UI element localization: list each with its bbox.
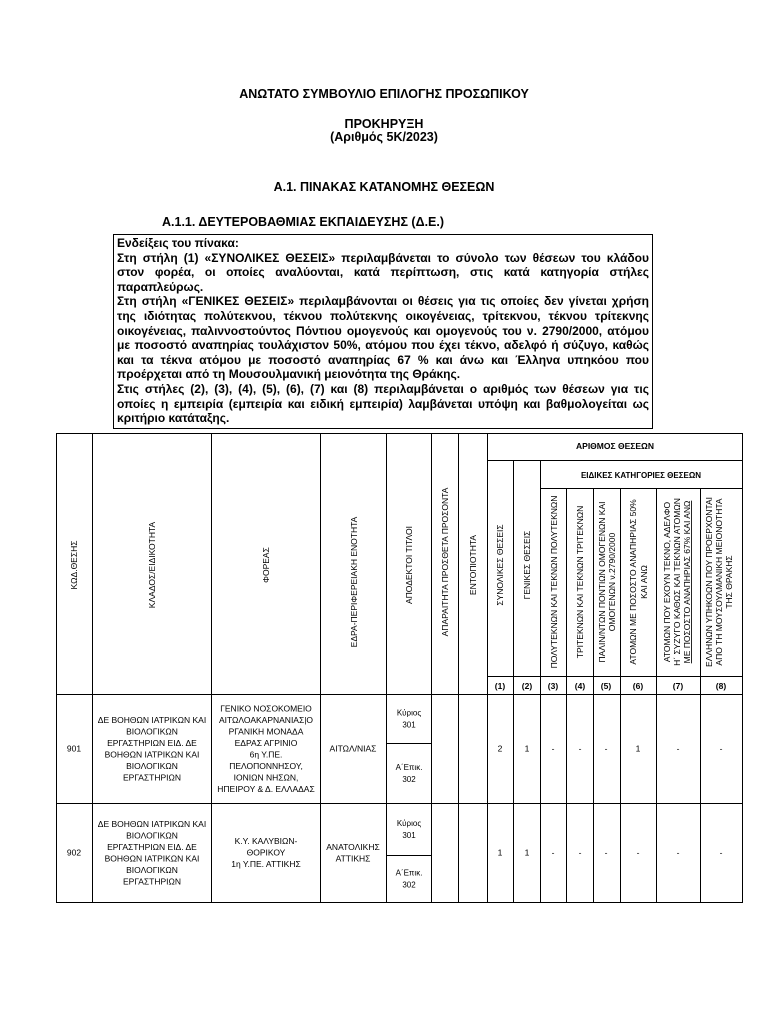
section-a1-title: Α.1. ΠΙΝΑΚΑΣ ΚΑΤΑΝΟΜΗΣ ΘΕΣΕΩΝ [273,180,495,194]
col-header-required: ΑΠΑΡΑΙΤΗΤΑ ΠΡΟΣΘΕΤΑ ΠΡΟΣΟΝΤΑ [440,487,450,637]
column-numbers [495,681,727,691]
row-branch-specialty: ΕΡΓΑΣΤΗΡΙΩΝ [122,876,182,887]
row-count-cell: - [551,743,555,754]
row-title-secondary: 302 [402,775,416,784]
row-title-secondary: 302 [402,880,416,890]
row-branch-specialty: ΒΙΟΛΟΓΙΚΩΝ [126,864,178,875]
row-branch-specialty: ΕΡΓΑΣΤΗΡΙΩΝ ΕΙΔ. ΔΕ [107,737,197,748]
notes-title: Ενδείξεις του πίνακα: [117,236,239,250]
row-title-main: Κύριος [396,819,422,828]
col-header-8-line3: ΤΗΣ ΘΡΑΚΗΣ [724,555,734,609]
row-branch-specialty: ΒΙΟΛΟΓΙΚΩΝ [126,760,178,771]
row-title-main: Κύριος [396,708,422,718]
col-header-general: ΓΕΝΙΚΕΣ ΘΕΣΕΙΣ [522,530,532,600]
row-count-cell: - [676,743,680,754]
row-agency: Κ.Υ. ΚΑΛΥΒΙΩΝ- [234,836,298,846]
column-number: (2) [521,681,533,691]
col-header-total: ΣΥΝΟΛΙΚΕΣ ΘΕΣΕΙΣ [495,524,505,606]
row-seat-region: ΑΙΤΩΛ/ΝΙΑΣ [329,743,377,754]
col-header-agency: ΦΟΡΕΑΣ [261,547,271,583]
document-number: (Αριθμός 5Κ/2023) [330,130,438,144]
row-count-cell: 1 [524,847,530,858]
notes-paragraph-3: Στις στήλες (2), (3), (4), (5), (6), (7) και (8) περιλαμβάνεται ο αριθμός των θέσεων για τις οποίες η εμπειρία (εμπειρία και ειδική εμπειρία) λαμβάνεται υπόψη και βαθμολογείται ως κριτήριο κατάταξης. [117,381,649,426]
row-branch-specialty: ΔΕ ΒΟΗΘΩΝ ΙΑΤΡΙΚΩΝ ΚΑΙ [97,714,207,725]
col-header-5-line2: ΟΜΟΓΕΝΩΝ ν.2790/2000 [607,532,617,632]
row-agency: ΑΙΤΩΛΟΑΚΑΡΝΑΝΙΑΣ|Ο [218,714,314,725]
document-title: ΠΡΟΚΗΡΥΞΗ [344,117,424,131]
row-count-cell: - [578,847,582,858]
col-header-8-line1: ΕΛΛΗΝΩΝ ΥΠΗΚΟΩΝ ΠΟΥ ΠΡΟΕΡΧΟΝΤΑΙ [704,497,714,667]
col-header-3: ΠΟΛΥΤΕΚΝΩΝ ΚΑΙ ΤΕΚΝΩΝ ΠΟΛΥΤΕΚΝΩΝ [549,495,559,669]
row-count-cell: - [636,847,640,858]
row-count-cell: - [719,847,723,858]
row-title-secondary: Α΄Επικ. [395,763,423,772]
col-header-7-line3: ΜΕ ΠΟΣΟΣΤΟ ΑΝΑΠΗΡΙΑΣ 67% ΚΑΙ ΑΝΩ [682,500,692,664]
col-header-branch: ΚΛΑΔΟΣ/ΕΙΔΙΚΟΤΗΤΑ [147,521,157,609]
row-branch-specialty: ΒΙΟΛΟΓΙΚΩΝ [126,726,178,737]
row-seat-region: ΑΤΤΙΚΗΣ [335,853,371,864]
row-position-code: 902 [66,847,82,858]
column-number: (6) [632,681,644,691]
col-header-7-line2: Η΄ ΣΥΖΥΓΟ ΚΑΘΩΣ ΚΑΙ ΤΕΚΝΩΝ ΑΤΟΜΩΝ [672,498,682,666]
row-count-cell: 1 [635,743,641,754]
column-number: (8) [715,681,727,691]
col-header-locality: ΕΝΤΟΠΙΟΤΗΤΑ [468,534,478,596]
col-header-titles: ΑΠΟΔΕΚΤΟΙ ΤΙΤΛΟΙ [404,525,414,605]
row-position-code: 901 [66,743,82,754]
row-agency: ΓΕΝΙΚΟ ΝΟΣΟΚΟΜΕΙΟ [220,703,312,714]
col-header-seat: ΕΔΡΑ-ΠΕΡΙΦΕΡΕΙΑΚΗ ΕΝΟΤΗΤΑ [349,516,359,648]
row-count-cell: 2 [497,743,503,754]
row-seat-region: ΑΝΑΤΟΛΙΚΗΣ [326,841,380,852]
row-branch-specialty: ΒΟΗΘΩΝ ΙΑΤΡΙΚΩΝ ΚΑΙ [104,749,200,760]
group-header: ΑΡΙΘΜΟΣ ΘΕΣΕΩΝ [576,441,654,451]
col-header-5-line1: ΠΑΛΙΝ/ΝΤΩΝ ΠΟΝΤΙΩΝ ΟΜΟΓΕΝΩΝ ΚΑΙ [597,501,607,663]
row-agency: ΡΓΑΝΙΚΗ ΜΟΝΑΔΑ [228,726,304,737]
col-header-6-line1: ΑΤΟΜΩΝ ΜΕ ΠΟΣΟΣΤΟ ΑΝΑΠΗΡΙΑΣ 50% [628,499,638,665]
row-count-cell: 1 [497,847,503,858]
row-agency: ΠΕΛΟΠΟΝΝΗΣΟΥ, [229,760,303,771]
row-title-main: 301 [402,831,416,840]
row-agency: 1η Υ.ΠΕ. ΑΤΤΙΚΗΣ [231,859,301,869]
row-branch-specialty: ΒΟΗΘΩΝ ΙΑΤΡΙΚΩΝ ΚΑΙ [104,853,200,864]
row-title-secondary: Α΄Επικ. [395,868,423,878]
col-header-6-line2: ΚΑΙ ΑΝΩ [639,565,649,599]
notes-paragraph-1: Στη στήλη (1) «ΣΥΝΟΛΙΚΕΣ ΘΕΣΕΙΣ» περιλαμβάνεται το σύνολο των θέσεων του κλάδου στον φορέα, οι οποίες αναλύονται, κατά περίπτωση, στις κατά κατηγορία στήλες παραπλεύρως. [117,250,649,294]
row-agency: 6η Υ.ΠΕ. [249,749,283,760]
table-headers [69,441,734,668]
row-agency: ΘΟΡΙΚΟΥ [246,847,286,858]
row-agency: ΗΠΕΙΡΟΥ & Δ. ΕΛΛΑΔΑΣ [217,783,315,794]
notes-paragraph-2: Στη στήλη «ΓΕΝΙΚΕΣ ΘΕΣΕΙΣ» περιλαμβάνονται οι θέσεις για τις οποίες δεν γίνεται χρήση της ιδιότητας πολύτεκνου, τέκνου πολύτεκνης οικογένειας, τρίτεκνου, τέκνου τρίτεκνης οικογένειας, παλιννοστούντος Πόντιου ομογενούς και ομογενούς του ν. 2790/2000, ατόμου με ποσοστό αναπηρίας τουλάχιστον 50%, ατόμου που έχει τέκνο, αδελφό ή σύζυγο, καθώς και τα τέκνα ατόμου με ποσοστό αναπηρίας 67 % και άνω και Έλληνα υπηκόου που προέρχεται από τη Μουσουλμανική μειονότητα της Θράκης. [117,294,649,382]
section-a11-title: Α.1.1. ΔΕΥΤΕΡΟΒΑΘΜΙΑΣ ΕΚΠΑΙΔΕΥΣΗΣ (Δ.Ε.) [162,215,445,229]
row-branch-specialty: ΔΕ ΒΟΗΘΩΝ ΙΑΤΡΙΚΩΝ ΚΑΙ [97,818,207,829]
table-rows [67,703,723,889]
col-header-7-line1: ΑΤΟΜΩΝ ΠΟΥ ΕΧΟΥΝ ΤΕΚΝΟ, ΑΔΕΛΦΟ [662,501,672,663]
row-count-cell: - [604,743,608,754]
row-count-cell: - [719,743,723,754]
organization-title: ΑΝΩΤΑΤΟ ΣΥΜΒΟΥΛΙΟ ΕΠΙΛΟΓΗΣ ΠΡΟΣΩΠΙΚΟΥ [239,87,529,101]
row-branch-specialty: ΕΡΓΑΣΤΗΡΙΩΝ ΕΙΔ. ΔΕ [107,841,197,852]
column-number: (7) [672,681,684,691]
row-branch-specialty: ΕΡΓΑΣΤΗΡΙΩΝ [122,772,182,783]
col-header-code: ΚΩΔ.ΘΕΣΗΣ [69,540,79,590]
column-number: (5) [600,681,612,691]
row-count-cell: - [578,743,582,754]
row-agency: ΕΔΡΑΣ ΑΓΡΙΝΙΟ [234,737,298,748]
row-count-cell: - [676,847,680,858]
col-header-4: ΤΡΙΤΕΚΝΩΝ ΚΑΙ ΤΕΚΝΩΝ ΤΡΙΤΕΚΝΩΝ [575,505,585,659]
row-agency: ΙΟΝΙΩΝ ΝΗΣΩΝ, [233,772,299,783]
row-branch-specialty: ΒΙΟΛΟΓΙΚΩΝ [126,830,178,841]
row-count-cell: - [551,847,555,858]
column-number: (4) [574,681,586,691]
column-number: (3) [547,681,559,691]
row-title-main: 301 [402,720,416,730]
col-header-8-line2: ΑΠΟ ΤΗ ΜΟΥΣΟΥΛΜΑΝΙΚΗ ΜΕΙΟΝΟΤΗΤΑ [714,498,724,666]
special-categories-header: ΕΙΔΙΚΕΣ ΚΑΤΗΓΟΡΙΕΣ ΘΕΣΕΩΝ [580,471,702,480]
row-count-cell: - [604,847,608,858]
row-count-cell: 1 [524,743,530,754]
column-number: (1) [494,681,506,691]
